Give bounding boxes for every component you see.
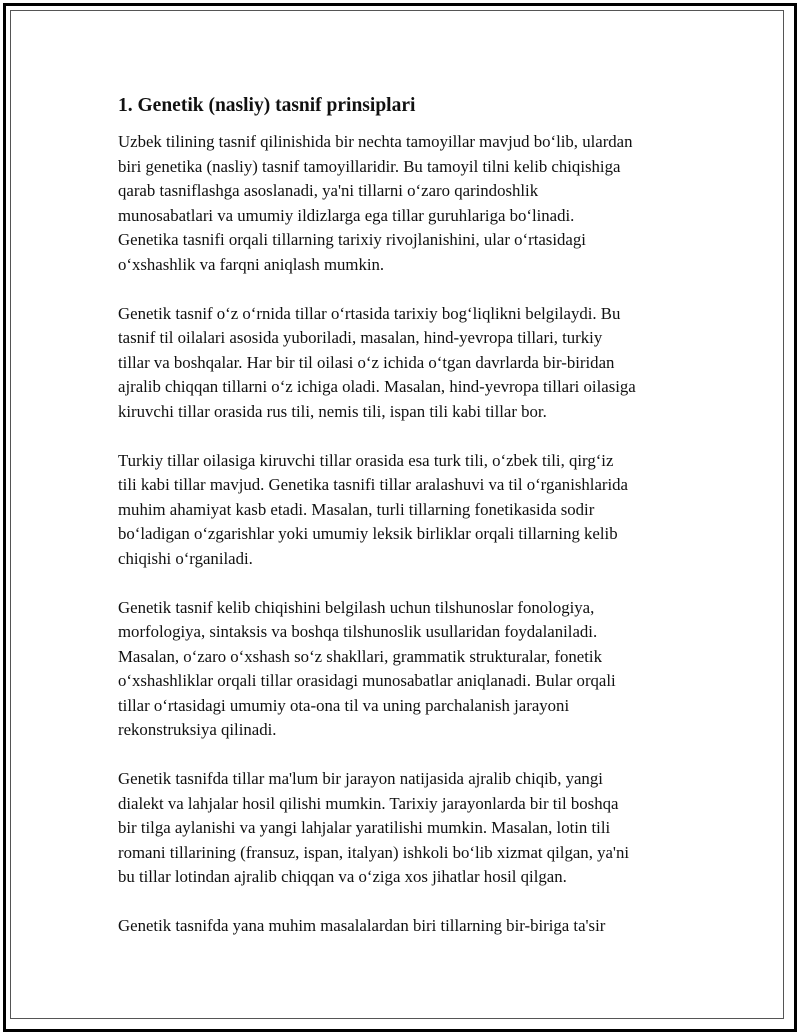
paragraph-3	[118, 449, 698, 572]
text-line: Uzbek tilining tasnif qilinishida bir nechta tamoyillar mavjud bo‘lib, ulardan	[118, 132, 633, 151]
text-line: rekonstruksiya qilinadi.	[118, 720, 277, 740]
text-line: tillar va boshqalar. Har bir til oilasi o‘z ichida o‘tgan davrlarda bir-biridan	[118, 352, 615, 372]
paragraph-4	[118, 596, 698, 744]
text-line: Genetik tasnif kelib chiqishini belgilash uchun tilshunoslar fonologiya,	[118, 597, 595, 617]
text-line: tasnif til oilalari asosida yuboriladi, masalan, hind-yevropa tillari, turkiy	[118, 328, 603, 348]
text-line: kiruvchi tillar orasida rus tili, nemis tili, ispan tili kabi tillar bor.	[118, 401, 547, 421]
paragraph-2	[118, 302, 698, 425]
text-line: bo‘ladigan o‘zgarishlar yoki umumiy leksik birliklar orqali tillarning kelib	[118, 524, 618, 544]
text-line: Turkiy tillar oilasiga kiruvchi tillar orasida esa turk tili, o‘zbek tili, qirg‘iz	[118, 450, 614, 470]
text-line: morfologiya, sintaksis va boshqa tilshunoslik usullaridan foydalaniladi.	[118, 622, 598, 642]
text-line: muhim ahamiyat kasb etadi. Masalan, turli tillarning fonetikasida sodir	[118, 499, 595, 519]
paragraph-1	[118, 130, 698, 278]
paragraph-6	[118, 914, 698, 939]
text-line: Genetik tasnifda yana muhim masalalardan biri tillarning bir-biriga ta'sir	[118, 916, 606, 936]
paragraph-5	[118, 767, 698, 890]
text-line: tili kabi tillar mavjud. Genetika tasnifi tillar aralashuvi va til o‘rganishlarida	[118, 475, 628, 495]
text-line: bu tillar lotindan ajralib chiqqan va o‘ziga xos jihatlar hosil qilgan.	[118, 867, 567, 887]
text-line: biri genetika (nasliy) tasnif tamoyillaridir. Bu tamoyil tilni kelib chiqishiga	[118, 156, 621, 176]
text-line: munosabatlari va umumiy ildizlarga ega tillar guruhlariga bo‘linadi.	[118, 205, 575, 225]
text-line: chiqishi o‘rganiladi.	[118, 548, 253, 568]
text-line: romani tillarining (fransuz, ispan, italyan) ishkoli bo‘lib xizmat qilgan, ya'ni	[118, 842, 630, 862]
text-line: o‘xshashliklar orqali tillar orasidagi munosabatlar aniqlanadi. Bular orqali	[118, 671, 616, 691]
text-line: tillar o‘rtasidagi umumiy ota-ona til va uning parchalanish jarayoni	[118, 695, 570, 715]
text-line: Genetik tasnif o‘z o‘rnida tillar o‘rtasida tarixiy bog‘liqlikni belgilaydi. Bu	[118, 303, 621, 323]
text-line: Genetik tasnifda tillar ma'lum bir jarayon natijasida ajralib chiqib, yangi	[118, 769, 603, 789]
text-line: ajralib chiqqan tillarni o‘z ichiga oladi. Masalan, hind-yevropa tillari oilasiga	[118, 377, 636, 397]
document-body	[118, 92, 698, 963]
text-line: Masalan, o‘zaro o‘xshash so‘z shakllari, grammatik strukturalar, fonetik	[118, 646, 602, 666]
text-line: dialekt va lahjalar hosil qilishi mumkin. Tarixiy jarayonlarda bir til boshqa	[118, 793, 619, 813]
text-line: qarab tasniflashga asoslanadi, ya'ni tillarni o‘zaro qarindoshlik	[118, 181, 539, 201]
section-title: 1. Genetik (nasliy) tasnif prinsiplari	[118, 95, 416, 116]
text-line: o‘xshashlik va farqni aniqlash mumkin.	[118, 254, 385, 274]
text-line: bir tilga aylanishi va yangi lahjalar yaratilishi mumkin. Masalan, lotin tili	[118, 818, 611, 838]
text-line: Genetika tasnifi orqali tillarning tarixiy rivojlanishini, ular o‘rtasidagi	[118, 230, 586, 250]
